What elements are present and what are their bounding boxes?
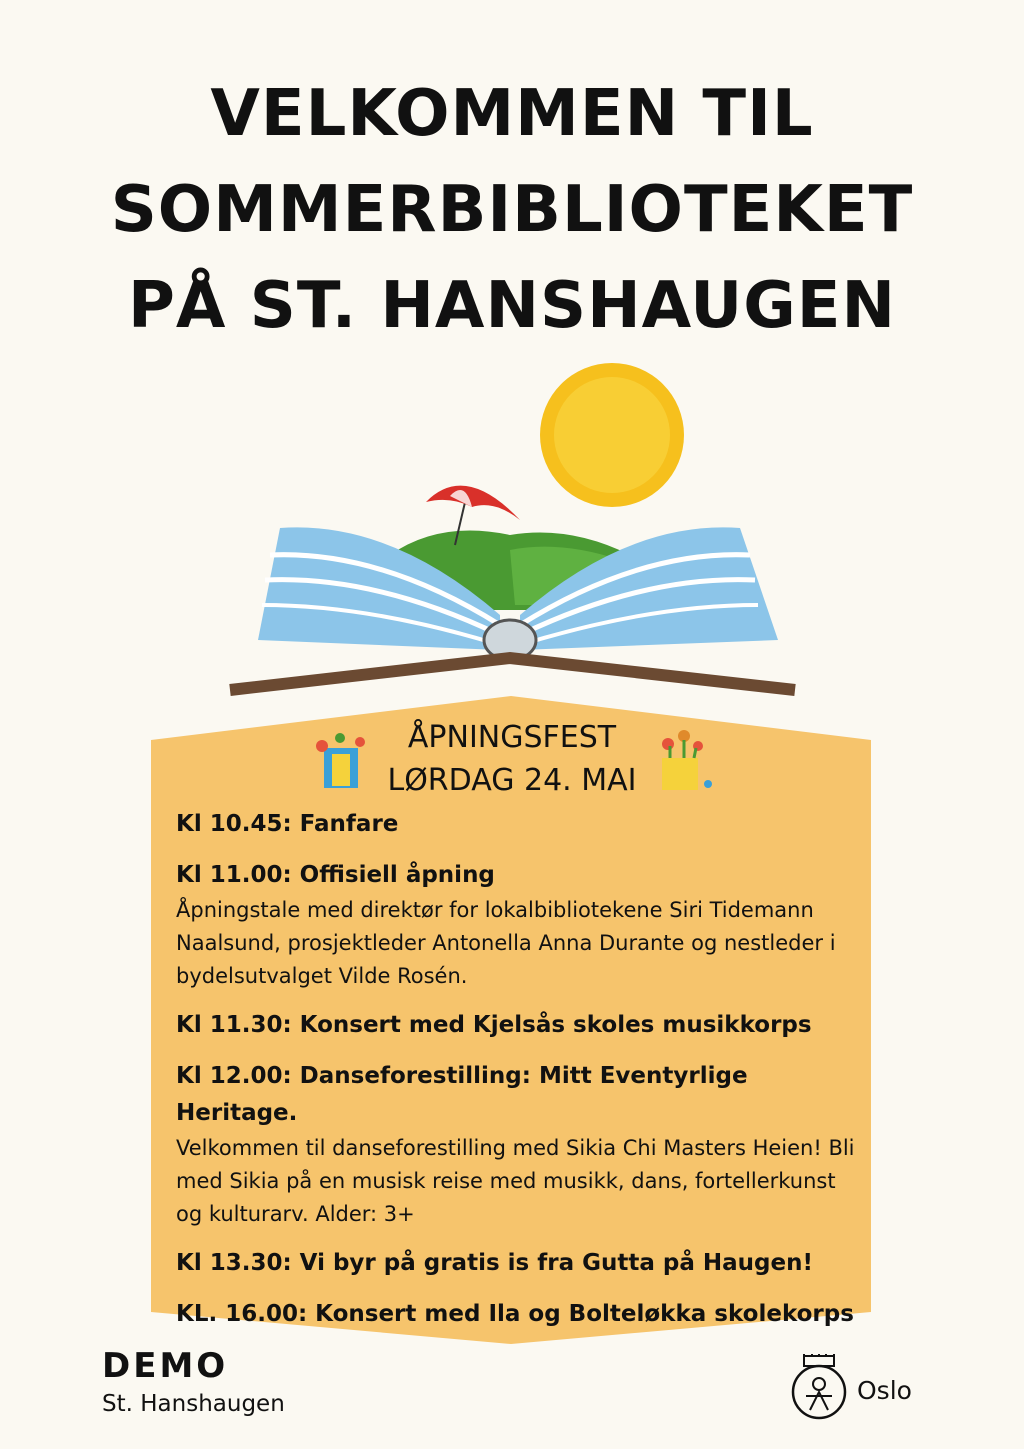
event-item [176, 1245, 866, 1282]
event-title: Kl 12.00: Danseforestilling: Mitt Eventyrlige Heritage. [176, 1063, 748, 1126]
program-heading-line2: LØRDAG 24. MAI [387, 763, 637, 798]
demo-logo: DEMO [102, 1346, 229, 1386]
event-item [176, 806, 866, 843]
open-book-illustration [210, 350, 810, 710]
event-title: Kl 10.45: Fanfare [176, 811, 399, 837]
program-heading [0, 716, 1024, 802]
flower-pot-icon [650, 726, 716, 794]
program-heading-line1: ÅPNINGSFEST [407, 720, 617, 755]
event-description: Velkommen til danseforestilling med Sikia Chi Masters Heien! Bli med Sikia på en musisk reise med musikk, dans, fortellerkunst og kulturarv. Alder: 3+ [176, 1136, 855, 1226]
oslo-city-crest-icon [790, 1354, 848, 1420]
title-line-2: SOMMERBIBLIOTEKET [110, 173, 914, 247]
title-line-1: VELKOMMEN TIL [210, 77, 814, 151]
page-title [0, 66, 1024, 354]
event-title: KL. 16.00: Konsert med Ila og Bolteløkka skolekorps [176, 1301, 854, 1327]
event-item [176, 857, 866, 993]
title-line-3: PÅ ST. HANSHAUGEN [128, 269, 896, 343]
book-door-flowers-icon [310, 728, 374, 792]
demo-subtitle: St. Hanshaugen [102, 1391, 285, 1417]
event-item [176, 1007, 866, 1044]
umbrella-icon [426, 486, 520, 520]
oslo-label: Oslo [857, 1376, 912, 1405]
event-description: Åpningstale med direktør for lokalbibliotekene Siri Tidemann Naalsund, prosjektleder Antonella Anna Durante og nestleder i bydelsutvalget Vilde Rosén. [176, 898, 836, 988]
event-item [176, 1058, 866, 1231]
event-title: Kl 11.00: Offisiell åpning [176, 862, 495, 888]
event-list [176, 806, 866, 1347]
event-item [176, 1296, 866, 1333]
event-title: Kl 13.30: Vi byr på gratis is fra Gutta på Haugen! [176, 1250, 813, 1276]
event-title: Kl 11.30: Konsert med Kjelsås skoles musikkorps [176, 1012, 812, 1038]
